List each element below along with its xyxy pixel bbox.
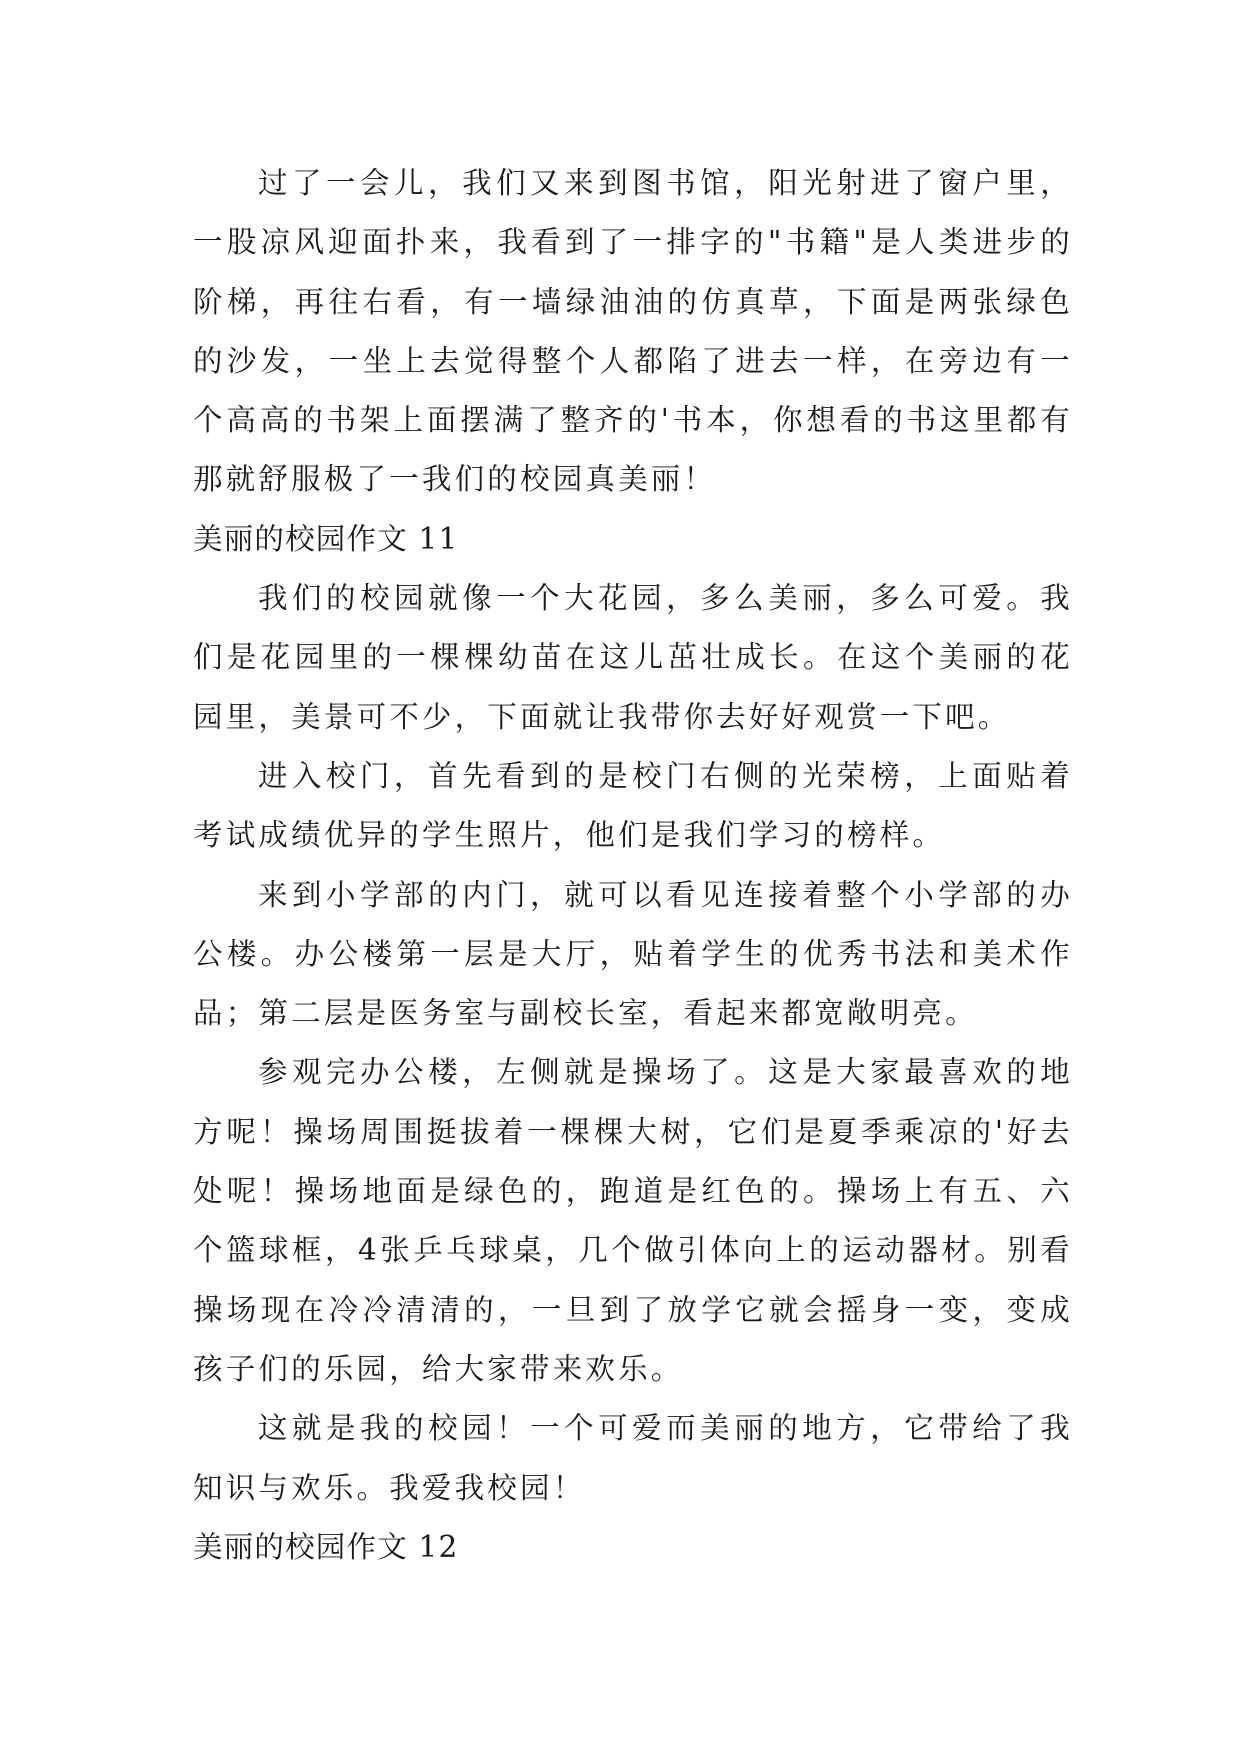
essay-11-paragraph-3: 来到小学部的内门，就可以看见连接着整个小学部的办公楼。办公楼第一层是大厅，贴着学生的优秀书法和美术作品；第二层是医务室与副校长室，看起来都宽敞明亮。 — [193, 877, 1073, 1031]
essay-11-paragraph-4: 参观完办公楼，左侧就是操场了。这是大家最喜欢的地方呢！操场周围挺拔着一棵棵大树，它们是夏季乘凉的'好去处呢！操场地面是绿色的，跑道是红色的。操场上有五、六个篮球框，4张乒乓球桌，几个做引体向上的运动器材。别看操场现在冷冷清清的，一旦到了放学它就会摇身一变，变成孩子们的乐园，给大家带来欢乐。 — [193, 1055, 1073, 1386]
essay-11-title: 美丽的校园作文 11 — [193, 521, 459, 556]
essay-11-paragraph-5: 这就是我的校园！一个可爱而美丽的地方，它带给了我知识与欢乐。我爱我校园！ — [193, 1411, 1073, 1505]
essay-12-title: 美丽的校园作文 12 — [193, 1529, 459, 1564]
document-body — [193, 154, 1073, 1577]
essay-11-paragraph-2: 进入校门，首先看到的是校门右侧的光荣榜，上面贴着考试成绩优异的学生照片，他们是我们学习的榜样。 — [193, 758, 1073, 853]
intro-paragraph: 过了一会儿，我们又来到图书馆，阳光射进了窗户里，一股凉风迎面扑来，我看到了一排字的"书籍"是人类进步的阶梯，再往右看，有一墙绿油油的仿真草，下面是两张绿色的沙发，一坐上去觉得整个人都陷了进去一样，在旁边有一个高高的书架上面摆满了整齐的'书本，你想看的书这里都有那就舒服极了一我们的校园真美丽！ — [193, 166, 1073, 497]
essay-11-paragraph-1: 我们的校园就像一个大花园，多么美丽，多么可爱。我们是花园里的一棵棵幼苗在这儿茁壮成长。在这个美丽的花园里，美景可不少，下面就让我带你去好好观赏一下吧。 — [193, 581, 1073, 734]
